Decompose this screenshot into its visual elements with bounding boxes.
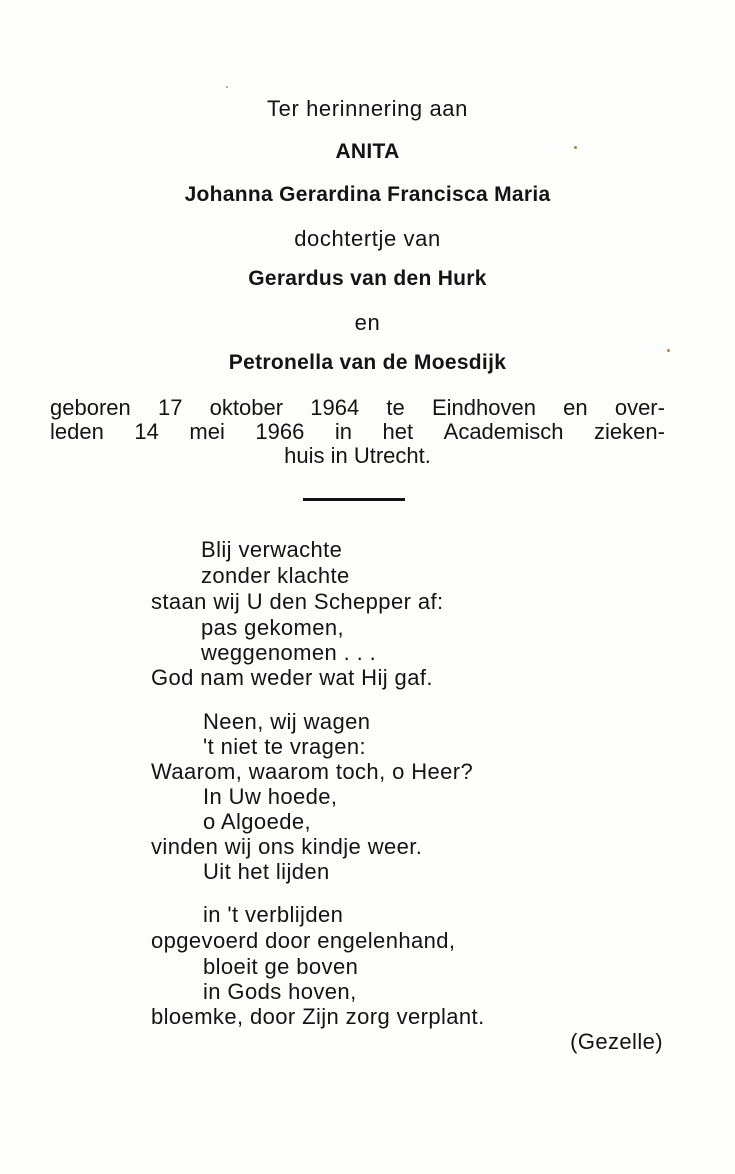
poem-line: Waarom, waarom toch, o Heer? xyxy=(151,759,474,784)
conjunction-text: en xyxy=(354,310,381,335)
bio-word: het xyxy=(382,419,414,444)
poem-line: In Uw hoede, xyxy=(203,784,338,809)
poem-line: 't niet te vragen: xyxy=(203,734,367,759)
bio-word: Academisch xyxy=(443,419,564,444)
bio-word: over- xyxy=(614,395,665,420)
bio-word: geboren xyxy=(50,395,131,420)
given-names: Johanna Gerardina Francisca Maria xyxy=(184,183,551,206)
intro-text: Ter herinnering aan xyxy=(267,96,468,121)
bio-line-2 xyxy=(50,420,665,444)
bio-word: mei xyxy=(189,419,225,444)
poem-line: in 't verblijden xyxy=(203,902,344,927)
poem-line: Blij verwachte xyxy=(201,537,343,562)
poem-attribution: (Gezelle) xyxy=(570,1029,663,1054)
poem-line: vinden wij ons kindje weer. xyxy=(151,834,423,859)
divider-rule xyxy=(303,498,405,501)
bio-word: oktober xyxy=(209,395,284,420)
bio-word: zieken- xyxy=(594,419,665,444)
bio-word: 17 xyxy=(157,395,183,420)
bio-word: 14 xyxy=(134,419,159,444)
poem-line: opgevoerd door engelenhand, xyxy=(151,928,456,953)
bio-line-1 xyxy=(50,396,665,420)
bio-word: te xyxy=(386,395,405,420)
father-name: Gerardus van den Hurk xyxy=(248,267,487,290)
poem-line: staan wij U den Schepper af: xyxy=(151,589,444,614)
poem-line: God nam weder wat Hij gaf. xyxy=(151,665,433,690)
poem-line: bloeit ge boven xyxy=(203,954,359,979)
deceased-name: ANITA xyxy=(335,140,400,163)
poem-line: in Gods hoven, xyxy=(203,979,357,1004)
bio-word: Eindhoven xyxy=(431,395,536,420)
bio-word: en xyxy=(563,395,588,420)
poem-line: o Algoede, xyxy=(203,809,311,834)
daughter-of-text: dochtertje van xyxy=(294,226,441,251)
poem-line: zonder klachte xyxy=(201,563,350,588)
paper-speck xyxy=(226,86,228,88)
bio-line-3: huis in Utrecht. xyxy=(284,443,431,468)
biography-paragraph xyxy=(50,396,665,468)
bio-word: 1966 xyxy=(255,419,305,444)
bio-word: in xyxy=(334,419,352,444)
poem-line: weggenomen . . . xyxy=(201,640,377,665)
paper-speck xyxy=(667,349,670,352)
poem-line: pas gekomen, xyxy=(201,615,344,640)
paper-speck xyxy=(574,146,577,149)
bio-word: leden xyxy=(50,419,104,444)
poem-line: Neen, wij wagen xyxy=(203,709,371,734)
bio-word: 1964 xyxy=(310,395,360,420)
poem-line: Uit het lijden xyxy=(203,859,330,884)
mother-name: Petronella van de Moesdijk xyxy=(228,351,507,374)
poem-line: bloemke, door Zijn zorg verplant. xyxy=(151,1004,485,1029)
